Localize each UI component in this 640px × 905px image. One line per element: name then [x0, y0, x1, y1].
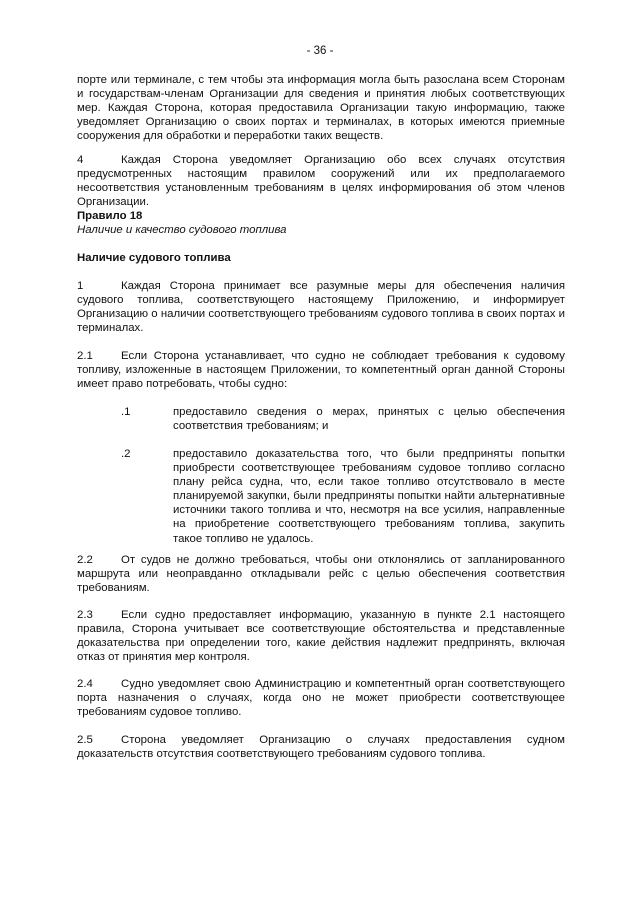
- paragraph-2-5-number: 2.5: [77, 734, 93, 746]
- paragraph-2-5: [77, 733, 565, 761]
- paragraph-2-1-number: 2.1: [77, 350, 93, 362]
- subitem-1-number: .1: [121, 406, 131, 418]
- paragraph-2-3: [77, 608, 565, 664]
- subitem-2-number: .2: [121, 448, 131, 460]
- paragraph-2-3-text: Если судно предоставляет информацию, указанную в пункте 2.1 настоящего правила, Сторона учитывает все соответствующие обстоятельства и представленные доказательства при определении того, какие действия надлежит предпринять, включая отказ от принятия мер контроля.: [77, 609, 565, 664]
- subitem-2-text: предоставило доказательства того, что были предприняты попытки приобрести соответствующее требованиям судовое топливо согласно плану рейса судна, что, если такое топливо отсутствовало в месте планируемой закупки, были предприняты попытки найти альтернативные источники такого топлива и что, несмотря на все усилия, направленные на приобретение соответствующего требованиям топлива, закупить такое топливо не удалось.: [173, 448, 565, 545]
- paragraph-2-5-text: Сторона уведомляет Организацию о случаях предоставления судном доказательств отсутствия соответствующего требованиям судового топлива.: [77, 734, 565, 761]
- paragraph-2-1: [77, 349, 565, 391]
- paragraph-2-4: [77, 677, 565, 719]
- paragraph-intro: порте или терминале, с тем чтобы эта информация могла быть разослана всем Сторонам и государствам-членам Организации для сведения и принятия любых соответствующих мер. Каждая Сторона, которая предоставила Организации такую информацию, также уведомляет Организацию о своих портах и терминалах, в которых имеются приемные сооружения для обработки и переработки таких веществ.: [77, 74, 565, 143]
- paragraph-1-text: Каждая Сторона принимает все разумные меры для обеспечения наличия судового топлива, соответствующего настоящему Приложению, и информирует Организацию о наличии соответствующего требованиям судового топлива в своих портах и терминалах.: [77, 280, 565, 335]
- paragraph-4: [77, 153, 565, 209]
- paragraph-1-number: 1: [77, 280, 84, 292]
- paragraph-2-1-text: Если Сторона устанавливает, что судно не соблюдает требования к судовому топливу, изложенные в настоящем Приложении, то компетентный орган данной Стороны имеет право потребовать, чтобы судно:: [77, 350, 565, 391]
- paragraph-1: [77, 279, 565, 335]
- paragraph-2-4-text: Судно уведомляет свою Администрацию и компетентный орган соответствующего порта назначения о случаях, когда оно не может приобрести соответствующее требованиям судовое топливо.: [77, 678, 565, 719]
- paragraph-2-3-number: 2.3: [77, 609, 93, 621]
- subitem-1-text: предоставило сведения о мерах, принятых с целью обеспечения соответствия требованиям; и: [173, 406, 565, 433]
- rule-subtitle: Наличие и качество судового топлива: [77, 224, 287, 236]
- rule-title: Правило 18: [77, 210, 143, 222]
- paragraph-2-2-text: От судов не должно требоваться, чтобы они отклонялись от запланированного маршрута или неоправданно откладывали рейс с целью обеспечения соответствия требованиям.: [77, 554, 565, 595]
- section-title: Наличие судового топлива: [77, 252, 231, 264]
- page-number: - 36 -: [306, 45, 334, 57]
- paragraph-4-text: Каждая Сторона уведомляет Организацию обо всех случаях отсутствия предусмотренных настоящим правилом сооружений или их предполагаемого несоответствия установленным требованиям в целях информирования об этом членов Организации.: [77, 154, 565, 209]
- paragraph-2-4-number: 2.4: [77, 678, 93, 690]
- paragraph-4-number: 4: [77, 154, 84, 166]
- paragraph-2-2-number: 2.2: [77, 554, 93, 566]
- paragraph-2-2: [77, 553, 565, 595]
